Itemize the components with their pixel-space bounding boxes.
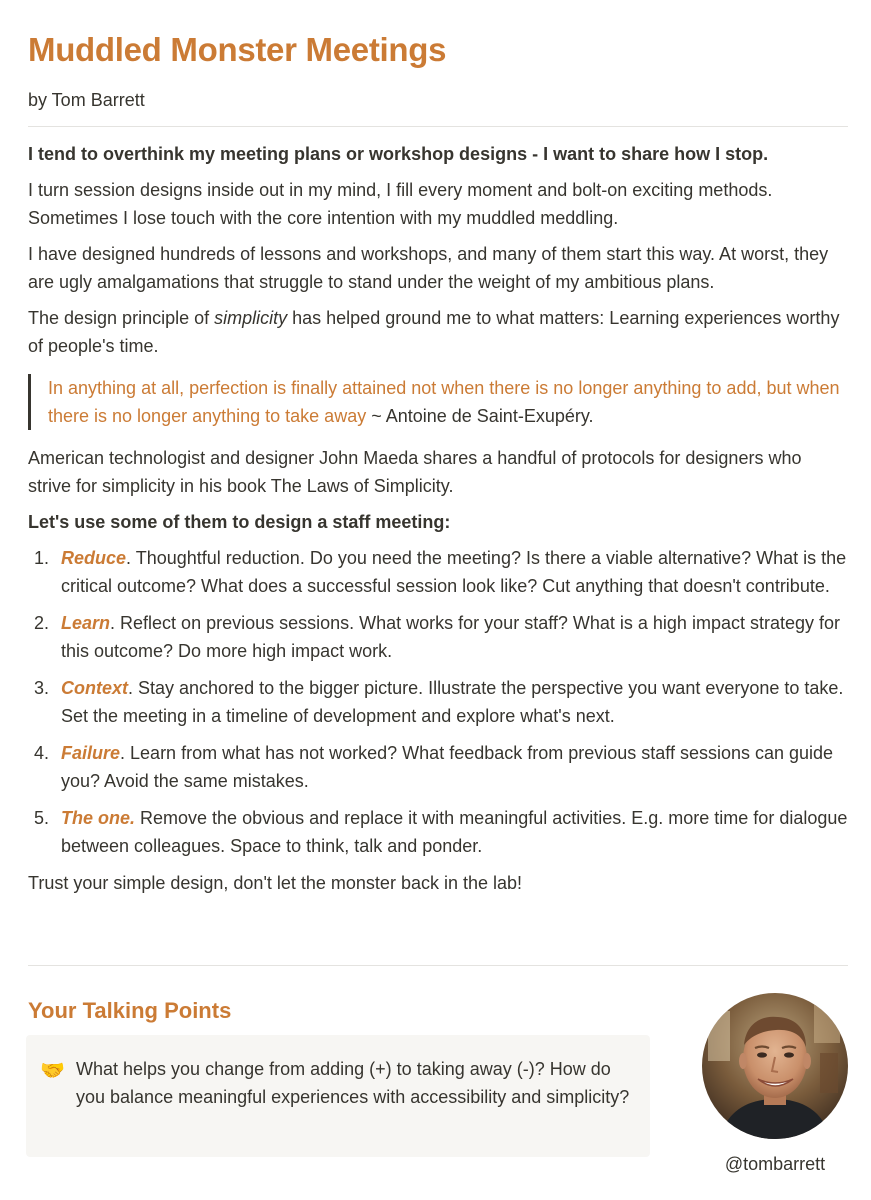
list-number: 4. [34, 743, 50, 763]
paragraph-4: American technologist and designer John Maeda shares a handful of protocols for designers who strive for simplicity in his book The Laws of Simplicity. [28, 448, 802, 496]
list-item [28, 739, 848, 795]
law-term: Learn [61, 613, 111, 633]
simplicity-emphasis: simplicity [214, 308, 288, 328]
avatar-photo [702, 993, 848, 1139]
quote-block [28, 374, 848, 430]
talking-points-title: Your Talking Points [28, 998, 232, 1023]
list-item [28, 609, 848, 665]
law-text: . Learn from what has not worked? What feedback from previous staff sessions can guide you? Avoid the same mistakes. [61, 743, 834, 791]
laws-list [28, 544, 848, 860]
law-term: Context [61, 678, 128, 698]
lead-paragraph: I tend to overthink my meeting plans or workshop designs - I want to share how I stop. [28, 144, 769, 164]
law-text: Remove the obvious and replace it with meaningful activities. E.g. more time for dialogue between colleagues. Space to think, talk and ponder. [61, 808, 848, 856]
paragraph-2: I have designed hundreds of lessons and workshops, and many of them start this way. At worst, they are ugly amalgamations that struggle to stand under the weight of my ambitious plans. [28, 244, 829, 292]
talking-points-text: What helps you change from adding (+) to taking away (-)? How do you balance meaningful experiences with accessibility and simplicity? [76, 1059, 630, 1107]
quote-attribution: ~ Antoine de Saint-Exupéry. [366, 406, 594, 426]
list-number: 3. [34, 678, 50, 698]
paragraph-3 [28, 304, 848, 360]
list-item [28, 544, 848, 600]
list-number: 1. [34, 548, 50, 568]
paragraph-1: I turn session designs inside out in my mind, I fill every moment and bolt-on exciting methods. Sometimes I lose touch with the core intention with my muddled meddling. [28, 180, 773, 228]
list-item [28, 674, 848, 730]
author-handle: @tombarrett [724, 1154, 826, 1174]
talking-points-callout [26, 1035, 650, 1157]
list-number: 5. [34, 808, 50, 828]
article-body [28, 140, 848, 905]
closing-paragraph: Trust your simple design, don't let the monster back in the lab! [28, 873, 523, 893]
avatar [702, 993, 848, 1139]
list-item [28, 804, 848, 860]
law-text: . Stay anchored to the bigger picture. Illustrate the perspective you want everyone to take. Set the meeting in a timeline of development and explore what's next. [61, 678, 844, 726]
divider-bottom [28, 965, 848, 966]
law-term: Failure [61, 743, 121, 763]
handshake-icon: 🤝 [40, 1060, 65, 1082]
law-text: . Thoughtful reduction. Do you need the meeting? Is there a viable alternative? What is the critical outcome? What does a successful session look like? Cut anything that doesn't contribute. [61, 548, 847, 596]
quote-text: In anything at all, perfection is finally attained not when there is no longer anything to add, but when there is no longer anything to take away [48, 378, 840, 426]
byline: by Tom Barrett [28, 90, 145, 110]
law-term: The one. [61, 808, 136, 828]
law-term: Reduce [61, 548, 127, 568]
list-intro: Let's use some of them to design a staff meeting: [28, 512, 451, 532]
divider-top [28, 126, 848, 127]
paragraph-3-start: The design principle of [28, 308, 215, 328]
list-number: 2. [34, 613, 50, 633]
paragraph-3-end: has helped ground me to what matters: Learning experiences worthy of people's time. [28, 308, 840, 356]
law-text: . Reflect on previous sessions. What works for your staff? What is a high impact strategy for this outcome? Do more high impact work. [61, 613, 840, 661]
page-title: Muddled Monster Meetings [28, 31, 447, 68]
